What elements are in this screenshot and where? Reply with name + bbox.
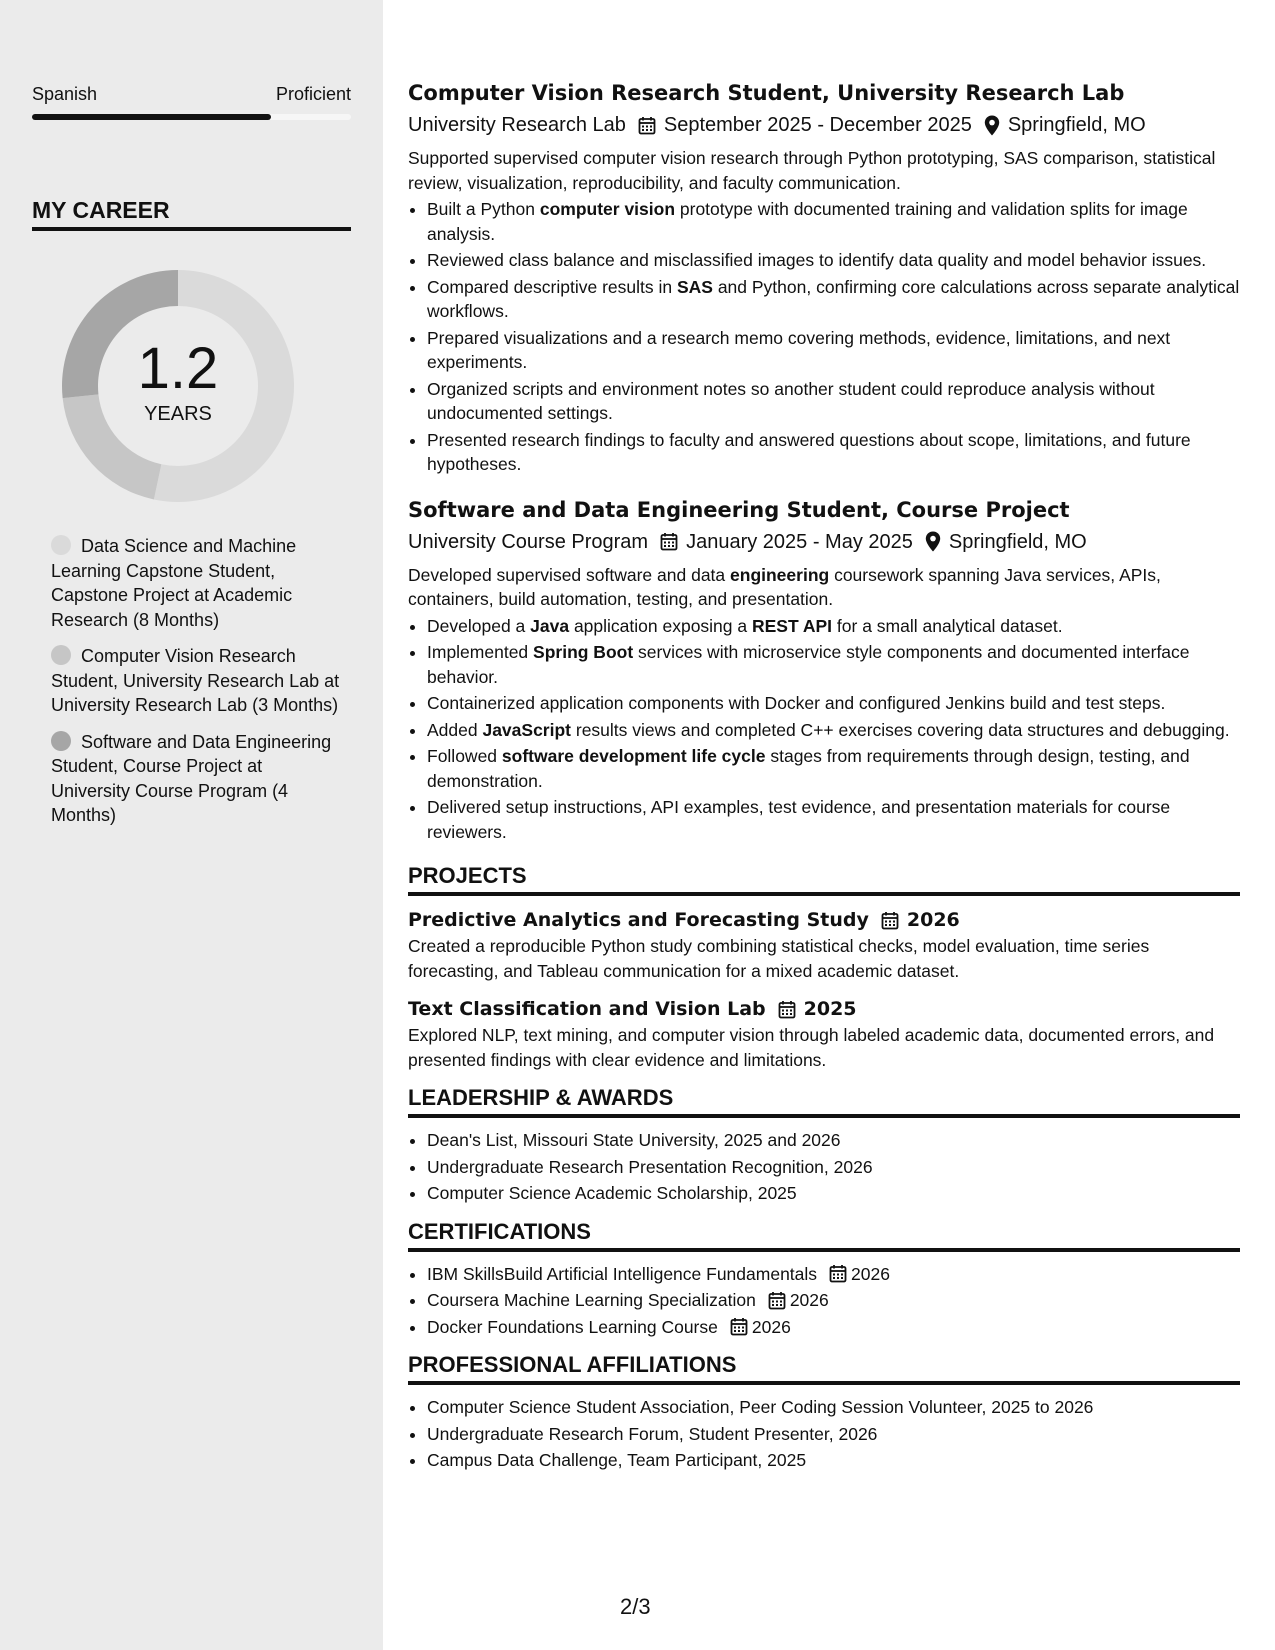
certification-year: 2026: [851, 1263, 890, 1284]
project-year: 2025: [803, 998, 857, 1020]
list-item: [427, 326, 1240, 375]
certifications-section-title: CERTIFICATIONS: [408, 1218, 1240, 1252]
job-bullets: [408, 614, 1240, 845]
experience-entry: [408, 495, 1240, 845]
list-item: [427, 1315, 1240, 1340]
sidebar: [0, 0, 383, 1650]
text-run: Compared descriptive results in: [427, 276, 677, 297]
certification-year: 2026: [751, 1316, 791, 1337]
job-meta: [408, 110, 1240, 140]
project-title: [408, 995, 1240, 1023]
career-legend-label: Software and Data Engineering Student, Course Project at University Course Program (4 Months): [51, 731, 332, 825]
project-description: Explored NLP, text mining, and computer vision through labeled academic data, documented errors, and presented findings with clear evidence and limitations.: [408, 1025, 1215, 1070]
text-run: application exposing a: [569, 615, 752, 636]
text-run: results views and completed C++ exercises covering data structures and debugging.: [571, 719, 1230, 740]
calendar-icon: [881, 911, 899, 930]
list-item: • Dean's List, Missouri State University, 2025 and 2026: [427, 1128, 1240, 1153]
job-title: Software and Data Engineering Student, Course Project: [408, 497, 1070, 522]
list-item: [427, 248, 1240, 273]
text-run: and Python, confirming core calculations across separate analytical workflows.: [427, 276, 1240, 321]
job-organization: University Course Program: [408, 530, 649, 553]
text-run: Prepared visualizations and a research memo covering methods, evidence, limitations, and next experiments.: [427, 327, 1171, 372]
certification-row: [427, 1288, 1240, 1313]
text-run: Developed supervised software and data: [408, 564, 731, 585]
calendar-icon: [660, 532, 678, 551]
list-item: [427, 428, 1240, 477]
text-run: Followed: [427, 746, 502, 766]
language-proficiency-fill: [32, 114, 271, 120]
language-level: Proficient: [275, 84, 351, 104]
calendar-icon: [638, 116, 656, 135]
career-legend-label: Computer Vision Research Student, University Research Lab at University Research Lab (3 Months): [51, 646, 340, 715]
job-summary: Supported supervised computer vision research through Python prototyping, SAS comparison, statistical review, visualization, reproducibility, and faculty communication.: [408, 148, 1216, 193]
text-run: Implemented: [427, 642, 534, 662]
legend-dot: [51, 535, 71, 555]
list-item: [427, 377, 1240, 426]
list-item: [427, 1288, 1240, 1313]
bold-keyword: SAS: [676, 276, 713, 297]
list-item: • Campus Data Challenge, Team Participant, 2025: [427, 1448, 1240, 1473]
list-item: [427, 795, 1240, 844]
language-name: Spanish: [32, 84, 98, 104]
experience-entry: [408, 78, 1240, 477]
certification-name: • IBM SkillsBuild Artificial Intelligence Fundamentals: [427, 1263, 818, 1284]
bold-keyword: Spring Boot: [533, 642, 634, 662]
text-run: Delivered setup instructions, API examples, test evidence, and presentation materials for course reviewers.: [427, 797, 1171, 842]
awards-section-title: LEADERSHIP & AWARDS: [408, 1084, 1240, 1118]
list-item: • Computer Science Student Association, Peer Coding Session Volunteer, 2025 to 2026: [427, 1395, 1240, 1420]
text-run: services with microservice style components and documented interface behavior.: [427, 642, 1190, 687]
list-item: • Undergraduate Research Forum, Student Presenter, 2026: [427, 1422, 1240, 1447]
calendar-icon: [778, 1000, 796, 1019]
certifications-list: [408, 1262, 1240, 1340]
text-run: stages from requirements through design, testing, and demonstration.: [427, 746, 1190, 791]
list-item: [427, 640, 1240, 689]
job-bullets: [408, 197, 1240, 477]
project-name: Text Classification and Vision Lab: [408, 998, 766, 1020]
list-item: • Computer Science Academic Scholarship, 2025: [427, 1181, 1240, 1206]
bold-keyword: REST API: [751, 615, 833, 636]
bold-keyword: computer vision: [539, 199, 676, 219]
text-run: Presented research findings to faculty and answered questions about scope, limitations, and future hypotheses.: [427, 429, 1191, 474]
job-title: Computer Vision Research Student, University Research Lab: [408, 81, 1125, 105]
list-item: [427, 718, 1240, 743]
bold-keyword: software development life cycle: [501, 746, 766, 766]
job-organization: University Research Lab: [408, 114, 626, 136]
career-legend: [51, 534, 341, 840]
page-number: 2/3: [620, 1594, 651, 1619]
project-name: Predictive Analytics and Forecasting Study: [408, 909, 869, 931]
job-summary: [408, 563, 1240, 612]
list-item: [427, 691, 1240, 716]
certification-name: • Docker Foundations Learning Course: [427, 1316, 718, 1337]
list-item: [427, 197, 1240, 246]
certification-year: 2026: [789, 1290, 829, 1310]
map-pin-icon: [984, 115, 1000, 136]
text-run: prototype with documented training and validation splits for image analysis.: [427, 199, 1188, 244]
project-title: [408, 906, 1240, 934]
job-meta: [408, 527, 1240, 557]
affiliations-section-title: PROFESSIONAL AFFILIATIONS: [408, 1351, 1240, 1385]
map-pin-icon: [925, 531, 941, 552]
job-location: Springfield, MO: [1007, 114, 1146, 136]
job-dates: January 2025 - May 2025: [686, 530, 913, 553]
calendar-icon: [730, 1317, 748, 1336]
bold-keyword: engineering: [730, 564, 830, 585]
bold-keyword: Java: [530, 615, 570, 636]
text-run: Organized scripts and environment notes so another student could reproduce analysis without undocumented settings.: [427, 378, 1155, 423]
text-run: Built a Python: [427, 199, 540, 219]
list-item: • Undergraduate Research Presentation Recognition, 2026: [427, 1155, 1240, 1180]
legend-dot: [51, 645, 71, 665]
list-item: [427, 275, 1240, 324]
job-location: Springfield, MO: [948, 530, 1087, 553]
certification-name: • Coursera Machine Learning Specialization: [427, 1290, 756, 1310]
project-year: 2026: [906, 909, 960, 931]
text-run: for a small analytical dataset.: [832, 615, 1063, 636]
text-run: Developed a: [427, 615, 531, 636]
list-item: [427, 1262, 1240, 1287]
text-run: coursework spanning Java services, APIs, containers, build automation, testing, and presentation.: [408, 564, 1161, 609]
certification-row: [427, 1315, 1240, 1340]
calendar-icon: [829, 1264, 847, 1283]
career-legend-label: Data Science and Machine Learning Capstone Student, Capstone Project at Academic Research (8 Months): [51, 536, 297, 630]
career-total-unit: YEARS: [144, 403, 212, 425]
career-legend-item: [51, 644, 341, 718]
career-total-value: 1.2: [137, 336, 219, 401]
calendar-icon: [768, 1291, 786, 1310]
list-item: [427, 614, 1240, 639]
career-section-title: MY CAREER: [32, 196, 351, 231]
affiliations-list: [408, 1395, 1240, 1473]
projects-section-title: PROJECTS: [408, 862, 1240, 896]
legend-dot: [51, 731, 71, 751]
language-skill: [32, 82, 351, 120]
career-legend-item: [51, 730, 341, 828]
main-content: [408, 78, 1240, 1475]
certification-row: [427, 1262, 1240, 1287]
bold-keyword: JavaScript: [482, 719, 571, 740]
language-proficiency-bar: [32, 114, 351, 120]
job-dates: September 2025 - December 2025: [663, 114, 972, 136]
career-donut-chart: [62, 270, 294, 502]
text-run: Added: [427, 719, 483, 740]
awards-list: [408, 1128, 1240, 1206]
career-legend-item: [51, 534, 341, 632]
list-item: [427, 744, 1240, 793]
text-run: Reviewed class balance and misclassified images to identify data quality and model behavior issues.: [427, 250, 1207, 270]
project-description: Created a reproducible Python study combining statistical checks, model evaluation, time series forecasting, and Tableau communication for a mixed academic dataset.: [408, 936, 1150, 981]
text-run: Containerized application components with Docker and configured Jenkins build and test steps.: [427, 693, 1166, 713]
